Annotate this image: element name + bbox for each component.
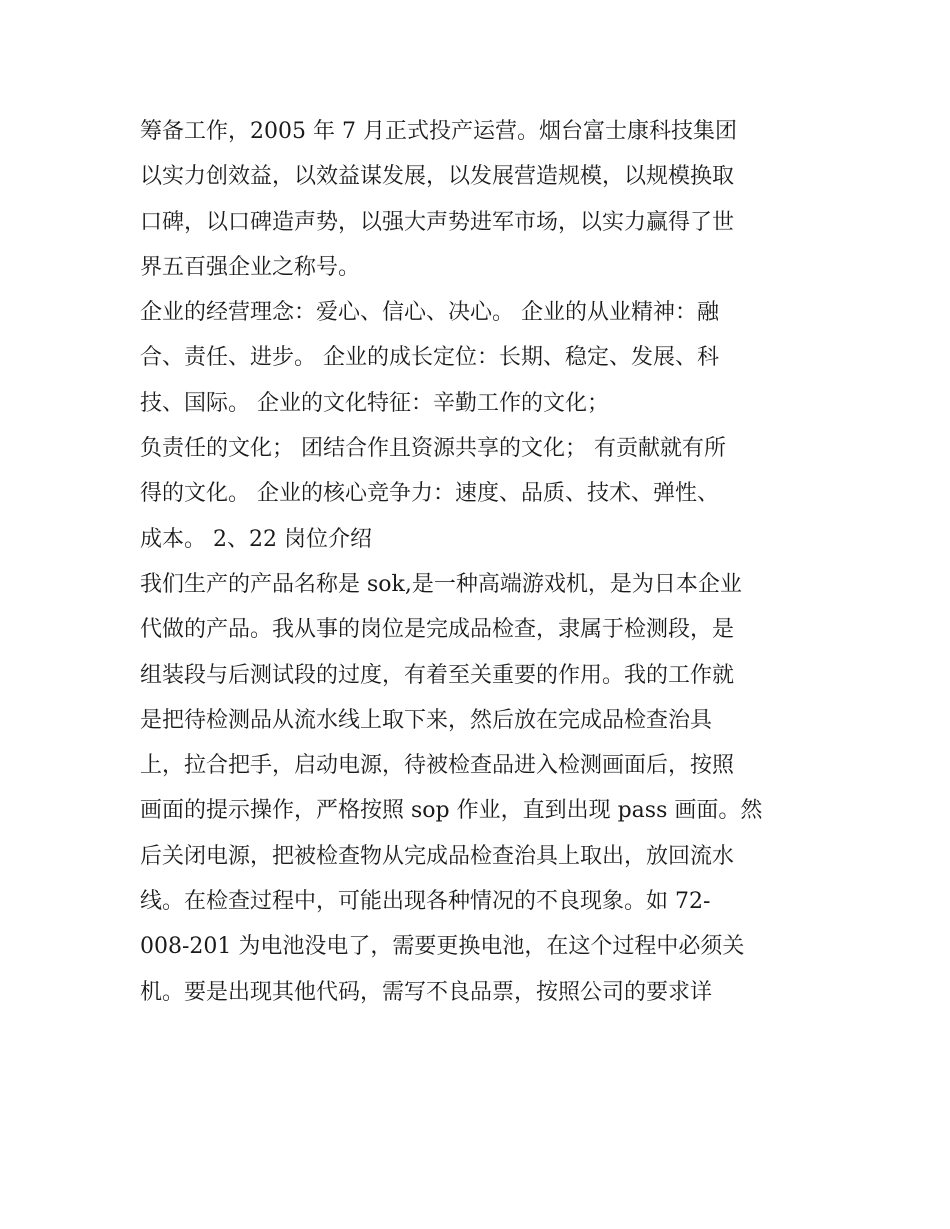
text-line: 技、国际。 企业的文化特征：辛勤工作的文化； — [140, 390, 609, 416]
text-line: 界五百强企业之称号。 — [140, 254, 361, 280]
text-line: 得的文化。 企业的核心竞争力：速度、品质、技术、弹性、 — [140, 481, 719, 507]
text-line: 后关闭电源，把被检查物从完成品检查治具上取出，放回流水 — [140, 843, 735, 869]
text-line: 合、责任、进步。 企业的成长定位：长期、稳定、发展、科 — [140, 345, 719, 371]
text-line: 口碑，以口碑造声势，以强大声势进军市场，以实力赢得了世 — [140, 209, 735, 235]
text-line: 以实力创效益，以效益谋发展，以发展营造规模，以规模换取 — [140, 164, 735, 190]
text-line: 线。在检查过程中，可能出现各种情况的不良现象。如 72- — [140, 889, 711, 915]
text-line: 组装段与后测试段的过度，有着至关重要的作用。我的工作就 — [140, 662, 735, 688]
text-line: 成本。 2、22 岗位介绍 — [140, 526, 372, 552]
text-line: 画面的提示操作，严格按照 sop 作业，直到出现 pass 画面。然 — [140, 798, 763, 824]
text-line: 是把待检测品从流水线上取下来，然后放在完成品检查治具 — [140, 707, 713, 733]
text-line: 企业的经营理念：爱心、信心、决心。 企业的从业精神：融 — [140, 300, 719, 326]
text-line: 筹备工作，2005 年 7 月正式投产运营。烟台富士康科技集团 — [140, 119, 737, 144]
text-line: 代做的产品。我从事的岗位是完成品检查，隶属于检测段，是 — [140, 617, 735, 643]
text-line: 我们生产的产品名称是 sok,是一种高端游戏机，是为日本企业 — [140, 571, 742, 597]
text-line: 008-201 为电池没电了，需要更换电池，在这个过程中必须关 — [140, 934, 745, 960]
document-body — [140, 109, 820, 1015]
text-line: 上，拉合把手，启动电源，待被检查品进入检测画面后，按照 — [140, 753, 735, 779]
text-line: 负责任的文化； 团结合作且资源共享的文化； 有贡献就有所 — [140, 436, 726, 462]
text-line: 机。要是出现其他代码，需写不良品票，按照公司的要求详 — [140, 979, 713, 1005]
